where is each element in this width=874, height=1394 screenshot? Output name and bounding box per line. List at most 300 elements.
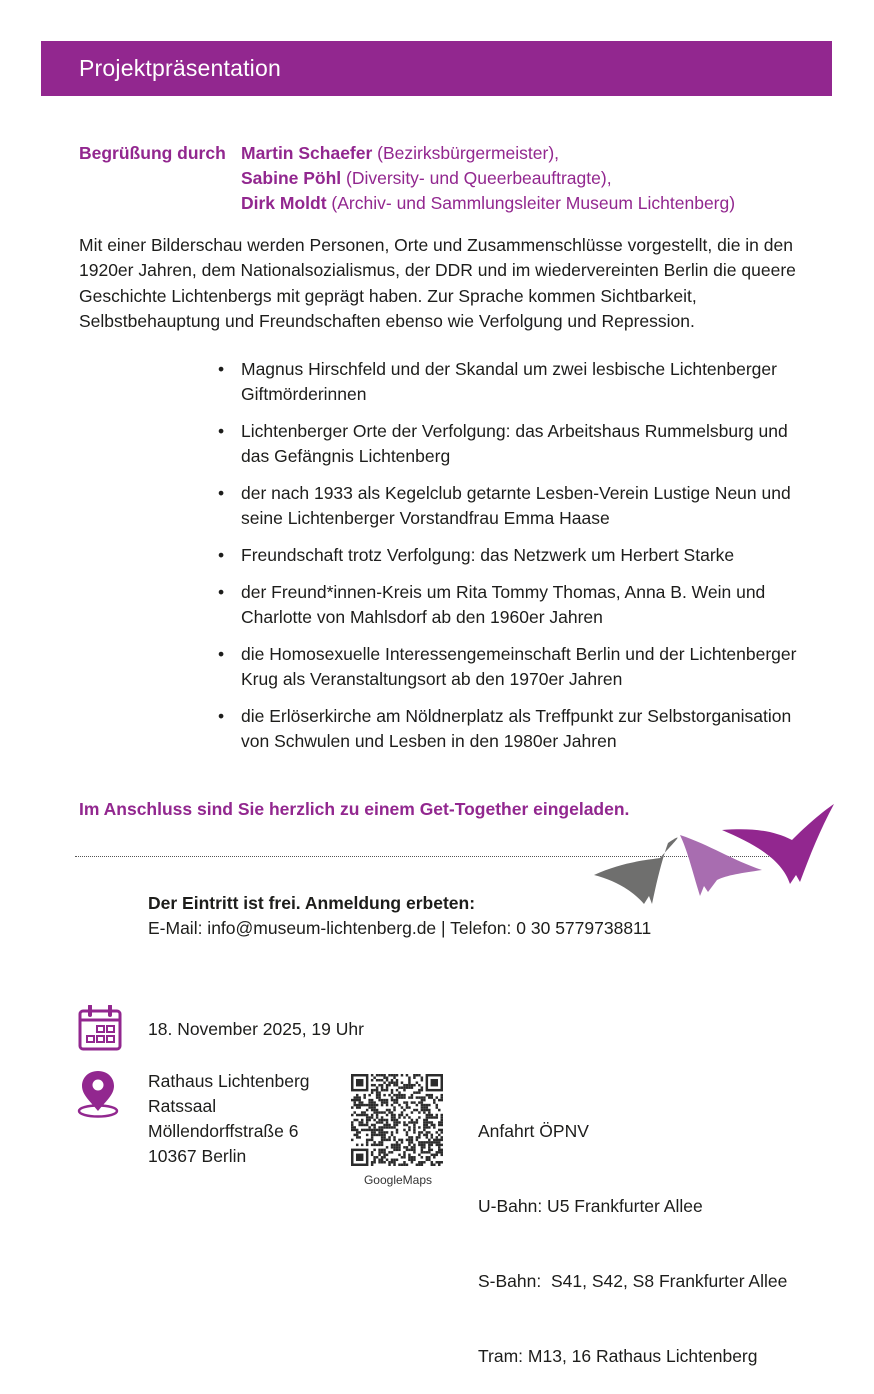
- qr-module: [398, 1149, 400, 1151]
- qr-module: [386, 1146, 388, 1148]
- qr-module: [431, 1121, 433, 1123]
- qr-module: [406, 1146, 408, 1148]
- qr-module: [378, 1161, 380, 1163]
- qr-module: [391, 1131, 393, 1133]
- qr-module: [363, 1096, 365, 1098]
- bullet-icon: •: [218, 582, 225, 602]
- qr-module: [391, 1074, 393, 1076]
- qr-module: [373, 1101, 375, 1103]
- qr-module: [438, 1109, 440, 1111]
- qr-module: [411, 1156, 413, 1158]
- qr-module: [388, 1084, 390, 1086]
- qr-module: [366, 1119, 368, 1121]
- qr-module: [371, 1139, 373, 1141]
- qr-module: [396, 1144, 398, 1146]
- qr-module: [426, 1134, 428, 1136]
- qr-module: [426, 1106, 428, 1108]
- qr-code[interactable]: [351, 1074, 443, 1166]
- bullet-icon: •: [218, 644, 225, 664]
- qr-module: [393, 1159, 395, 1161]
- qr-module: [403, 1084, 405, 1086]
- qr-module: [436, 1116, 438, 1118]
- qr-module: [401, 1094, 403, 1096]
- qr-module: [413, 1109, 415, 1111]
- qr-module: [381, 1119, 383, 1121]
- qr-module: [406, 1114, 408, 1116]
- qr-module: [371, 1109, 373, 1111]
- qr-module: [416, 1119, 418, 1121]
- qr-module: [371, 1124, 373, 1126]
- list-item: [218, 357, 808, 407]
- qr-module: [386, 1119, 388, 1121]
- qr-module: [393, 1106, 395, 1108]
- qr-module: [368, 1139, 370, 1141]
- qr-module: [428, 1121, 430, 1123]
- topic-list: [218, 357, 808, 766]
- qr-module: [411, 1111, 413, 1113]
- qr-module: [423, 1109, 425, 1111]
- qr-module: [423, 1111, 425, 1113]
- qr-module: [403, 1121, 405, 1123]
- qr-module: [381, 1131, 383, 1133]
- qr-module: [441, 1136, 443, 1138]
- closing-invitation: Im Anschluss sind Sie herzlich zu einem Get-Together eingeladen.: [79, 799, 630, 819]
- qr-module: [441, 1121, 443, 1123]
- qr-module: [386, 1099, 388, 1101]
- qr-module: [373, 1119, 375, 1121]
- qr-module: [426, 1159, 428, 1161]
- qr-module: [411, 1161, 413, 1163]
- qr-module: [373, 1144, 375, 1146]
- qr-module: [378, 1121, 380, 1123]
- qr-module: [366, 1144, 368, 1146]
- qr-module: [371, 1131, 373, 1133]
- qr-module: [376, 1156, 378, 1158]
- qr-module: [386, 1079, 388, 1081]
- qr-module: [386, 1104, 388, 1106]
- qr-module: [378, 1129, 380, 1131]
- event-date: 18. November 2025, 19 Uhr: [148, 1019, 364, 1039]
- qr-module: [431, 1149, 433, 1151]
- qr-module: [393, 1109, 395, 1111]
- qr-module: [416, 1109, 418, 1111]
- qr-module: [366, 1141, 368, 1143]
- qr-module: [401, 1081, 403, 1083]
- qr-module: [423, 1121, 425, 1123]
- qr-module: [403, 1101, 405, 1103]
- qr-module: [428, 1151, 430, 1153]
- qr-module: [403, 1161, 405, 1163]
- qr-module: [378, 1091, 380, 1093]
- qr-module: [393, 1136, 395, 1138]
- qr-module: [386, 1076, 388, 1078]
- qr-module: [421, 1156, 423, 1158]
- qr-module: [418, 1154, 420, 1156]
- qr-module: [388, 1124, 390, 1126]
- qr-module: [393, 1084, 395, 1086]
- qr-module: [356, 1119, 358, 1121]
- qr-module: [421, 1151, 423, 1153]
- qr-module: [351, 1114, 353, 1116]
- qr-module: [393, 1101, 395, 1103]
- qr-module: [378, 1079, 380, 1081]
- qr-module: [388, 1136, 390, 1138]
- qr-module: [441, 1119, 443, 1121]
- qr-module: [356, 1106, 358, 1108]
- qr-module: [381, 1121, 383, 1123]
- qr-module: [396, 1084, 398, 1086]
- qr-module: [428, 1149, 430, 1151]
- qr-module: [401, 1139, 403, 1141]
- qr-module: [436, 1161, 438, 1163]
- qr-module: [416, 1091, 418, 1093]
- qr-module: [426, 1131, 428, 1133]
- qr-module: [366, 1121, 368, 1123]
- qr-module: [438, 1099, 440, 1101]
- qr-module: [438, 1164, 440, 1166]
- qr-module: [408, 1141, 410, 1143]
- qr-module: [418, 1101, 420, 1103]
- qr-module: [403, 1116, 405, 1118]
- qr-module: [396, 1131, 398, 1133]
- qr-module: [416, 1164, 418, 1166]
- admission-title: Der Eintritt ist frei. Anmeldung erbeten:: [148, 893, 476, 913]
- qr-module: [381, 1139, 383, 1141]
- qr-module: [403, 1146, 405, 1148]
- qr-module: [361, 1144, 363, 1146]
- qr-module: [351, 1121, 353, 1123]
- qr-module: [406, 1134, 408, 1136]
- qr-module: [376, 1094, 378, 1096]
- qr-module: [431, 1124, 433, 1126]
- transit-line: S-Bahn: S41, S42, S8 Frankfurter Allee: [478, 1271, 788, 1291]
- qr-module: [431, 1134, 433, 1136]
- qr-module: [403, 1124, 405, 1126]
- qr-module: [426, 1116, 428, 1118]
- qr-module: [388, 1161, 390, 1163]
- qr-module: [378, 1096, 380, 1098]
- qr-module: [373, 1149, 375, 1151]
- qr-finder-center: [356, 1154, 363, 1161]
- qr-module: [391, 1126, 393, 1128]
- qr-module: [418, 1131, 420, 1133]
- qr-module: [356, 1094, 358, 1096]
- qr-module: [356, 1136, 358, 1138]
- qr-module: [388, 1126, 390, 1128]
- qr-module: [373, 1106, 375, 1108]
- qr-module: [376, 1114, 378, 1116]
- qr-module: [428, 1159, 430, 1161]
- qr-module: [408, 1154, 410, 1156]
- qr-module: [431, 1094, 433, 1096]
- list-item: [218, 580, 808, 630]
- qr-module: [441, 1139, 443, 1141]
- qr-module: [416, 1074, 418, 1076]
- qr-module: [378, 1141, 380, 1143]
- list-item: [218, 704, 808, 754]
- qr-module: [393, 1116, 395, 1118]
- qr-module: [396, 1094, 398, 1096]
- qr-module: [403, 1151, 405, 1153]
- qr-module: [356, 1099, 358, 1101]
- qr-module: [436, 1136, 438, 1138]
- qr-module: [406, 1084, 408, 1086]
- qr-module: [381, 1126, 383, 1128]
- qr-module: [418, 1084, 420, 1086]
- qr-module: [428, 1144, 430, 1146]
- qr-module: [391, 1111, 393, 1113]
- qr-module: [438, 1151, 440, 1153]
- qr-module: [373, 1134, 375, 1136]
- qr-module: [401, 1164, 403, 1166]
- qr-module: [381, 1074, 383, 1076]
- bullet-icon: •: [218, 706, 225, 726]
- qr-module: [418, 1116, 420, 1118]
- qr-module: [366, 1116, 368, 1118]
- qr-module: [396, 1159, 398, 1161]
- qr-module: [371, 1116, 373, 1118]
- qr-module: [373, 1161, 375, 1163]
- qr-module: [396, 1121, 398, 1123]
- qr-module: [421, 1161, 423, 1163]
- qr-module: [356, 1114, 358, 1116]
- transit-info: [478, 1069, 787, 1394]
- qr-module: [391, 1104, 393, 1106]
- qr-module: [428, 1114, 430, 1116]
- qr-module: [413, 1121, 415, 1123]
- qr-module: [386, 1121, 388, 1123]
- list-item: [218, 543, 808, 568]
- qr-module: [403, 1094, 405, 1096]
- qr-module: [441, 1116, 443, 1118]
- qr-module: [436, 1114, 438, 1116]
- qr-module: [413, 1146, 415, 1148]
- topic-text: der Freund*innen-Kreis um Rita Tommy Thomas, Anna B. Wein und Charlotte von Mahlsdorf ab den 1960er Jahren: [241, 582, 766, 627]
- qr-module: [433, 1164, 435, 1166]
- qr-module: [396, 1129, 398, 1131]
- qr-module: [376, 1104, 378, 1106]
- qr-module: [421, 1086, 423, 1088]
- qr-module: [383, 1139, 385, 1141]
- qr-module: [418, 1089, 420, 1091]
- qr-module: [383, 1136, 385, 1138]
- qr-module: [386, 1101, 388, 1103]
- qr-module: [371, 1161, 373, 1163]
- qr-module: [421, 1109, 423, 1111]
- qr-module: [418, 1091, 420, 1093]
- qr-module: [368, 1106, 370, 1108]
- qr-module: [371, 1104, 373, 1106]
- qr-module: [428, 1141, 430, 1143]
- qr-module: [368, 1126, 370, 1128]
- qr-module: [411, 1146, 413, 1148]
- qr-module: [431, 1136, 433, 1138]
- qr-module: [421, 1076, 423, 1078]
- qr-module: [441, 1094, 443, 1096]
- qr-module: [358, 1104, 360, 1106]
- qr-module: [383, 1154, 385, 1156]
- qr-module: [413, 1159, 415, 1161]
- qr-module: [393, 1146, 395, 1148]
- qr-module: [381, 1151, 383, 1153]
- qr-module: [413, 1156, 415, 1158]
- qr-module: [421, 1149, 423, 1151]
- qr-module: [376, 1134, 378, 1136]
- qr-module: [376, 1074, 378, 1076]
- qr-module: [433, 1124, 435, 1126]
- qr-module: [388, 1109, 390, 1111]
- qr-module: [431, 1164, 433, 1166]
- qr-module: [393, 1164, 395, 1166]
- qr-module: [431, 1096, 433, 1098]
- qr-module: [418, 1144, 420, 1146]
- qr-module: [418, 1141, 420, 1143]
- qr-module: [391, 1134, 393, 1136]
- qr-module: [358, 1106, 360, 1108]
- qr-module: [431, 1114, 433, 1116]
- qr-module: [428, 1139, 430, 1141]
- qr-module: [391, 1099, 393, 1101]
- qr-module: [386, 1089, 388, 1091]
- qr-module: [353, 1101, 355, 1103]
- qr-module: [353, 1134, 355, 1136]
- qr-module: [368, 1101, 370, 1103]
- qr-module: [426, 1114, 428, 1116]
- qr-module: [418, 1164, 420, 1166]
- qr-module: [381, 1136, 383, 1138]
- qr-module: [368, 1129, 370, 1131]
- qr-module: [411, 1096, 413, 1098]
- qr-module: [383, 1131, 385, 1133]
- qr-module: [426, 1136, 428, 1138]
- qr-module: [381, 1141, 383, 1143]
- speaker-name: Sabine Pöhl: [241, 168, 342, 188]
- qr-module: [441, 1149, 443, 1151]
- qr-module: [441, 1131, 443, 1133]
- address-line: Rathaus Lichtenberg: [148, 1071, 310, 1091]
- qr-module: [376, 1121, 378, 1123]
- qr-module: [371, 1074, 373, 1076]
- qr-module: [371, 1144, 373, 1146]
- qr-module: [368, 1119, 370, 1121]
- qr-module: [426, 1156, 428, 1158]
- qr-module: [426, 1109, 428, 1111]
- qr-module: [436, 1131, 438, 1133]
- speaker-name: Martin Schaefer: [241, 143, 373, 163]
- qr-module: [421, 1146, 423, 1148]
- qr-module: [441, 1096, 443, 1098]
- qr-module: [436, 1151, 438, 1153]
- qr-module: [401, 1156, 403, 1158]
- qr-module: [371, 1101, 373, 1103]
- qr-module: [351, 1106, 353, 1108]
- qr-module: [413, 1074, 415, 1076]
- qr-module: [353, 1104, 355, 1106]
- qr-module: [381, 1144, 383, 1146]
- qr-module: [381, 1129, 383, 1131]
- qr-module: [426, 1151, 428, 1153]
- qr-module: [438, 1124, 440, 1126]
- qr-module: [391, 1151, 393, 1153]
- qr-module: [418, 1161, 420, 1163]
- qr-module: [368, 1099, 370, 1101]
- qr-module: [358, 1099, 360, 1101]
- qr-module: [358, 1096, 360, 1098]
- qr-module: [426, 1094, 428, 1096]
- qr-module: [408, 1129, 410, 1131]
- qr-module: [373, 1159, 375, 1161]
- qr-module: [386, 1159, 388, 1161]
- qr-module: [431, 1116, 433, 1118]
- qr-module: [383, 1124, 385, 1126]
- qr-module: [358, 1101, 360, 1103]
- qr-module: [373, 1124, 375, 1126]
- qr-module: [358, 1121, 360, 1123]
- qr-module: [396, 1146, 398, 1148]
- qr-module: [413, 1131, 415, 1133]
- qr-module: [383, 1089, 385, 1091]
- speaker-role: (Archiv- und Sammlungsleiter Museum Lichtenberg): [326, 193, 736, 213]
- qr-module: [363, 1104, 365, 1106]
- qr-module: [376, 1116, 378, 1118]
- qr-module: [393, 1149, 395, 1151]
- qr-module: [381, 1161, 383, 1163]
- qr-module: [393, 1124, 395, 1126]
- qr-module: [418, 1136, 420, 1138]
- qr-module: [433, 1101, 435, 1103]
- contact-line: E-Mail: info@museum-lichtenberg.de | Telefon: 0 30 5779738811: [148, 918, 652, 938]
- qr-module: [381, 1086, 383, 1088]
- qr-module: [353, 1096, 355, 1098]
- qr-module: [436, 1106, 438, 1108]
- qr-module: [403, 1156, 405, 1158]
- qr-module: [396, 1096, 398, 1098]
- qr-module: [441, 1144, 443, 1146]
- qr-module: [368, 1104, 370, 1106]
- qr-module: [373, 1089, 375, 1091]
- qr-module: [426, 1121, 428, 1123]
- qr-module: [391, 1159, 393, 1161]
- qr-module: [436, 1144, 438, 1146]
- qr-module: [398, 1086, 400, 1088]
- qr-module: [423, 1141, 425, 1143]
- qr-module: [431, 1144, 433, 1146]
- qr-module: [398, 1164, 400, 1166]
- list-item: [218, 419, 808, 469]
- qr-module: [351, 1126, 353, 1128]
- qr-module: [361, 1104, 363, 1106]
- qr-module: [408, 1136, 410, 1138]
- speaker: [241, 141, 735, 166]
- qr-module: [383, 1074, 385, 1076]
- qr-module: [423, 1099, 425, 1101]
- qr-module: [388, 1094, 390, 1096]
- qr-module: [378, 1159, 380, 1161]
- qr-module: [413, 1144, 415, 1146]
- qr-module: [393, 1144, 395, 1146]
- qr-module: [386, 1131, 388, 1133]
- qr-module: [406, 1149, 408, 1151]
- qr-module: [393, 1114, 395, 1116]
- qr-module: [358, 1131, 360, 1133]
- welcome-label: Begrüßung durch: [79, 143, 226, 163]
- qr-module: [398, 1096, 400, 1098]
- qr-module: [428, 1156, 430, 1158]
- qr-module: [423, 1106, 425, 1108]
- qr-module: [398, 1139, 400, 1141]
- qr-module: [438, 1161, 440, 1163]
- qr-module: [406, 1131, 408, 1133]
